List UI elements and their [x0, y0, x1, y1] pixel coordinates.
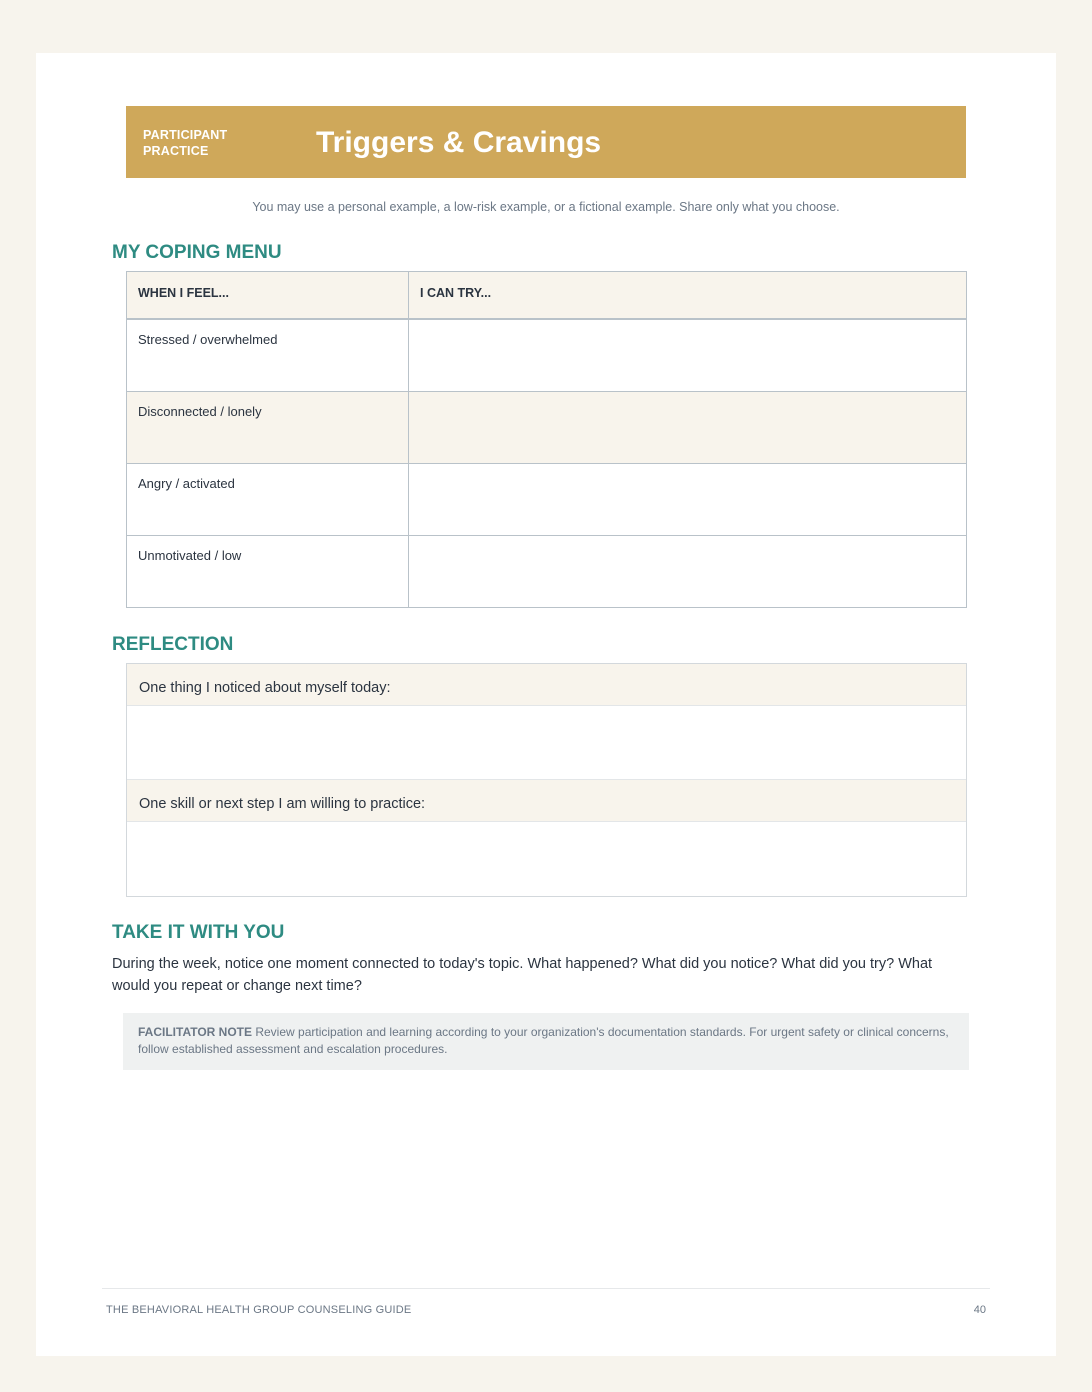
reflection-box — [126, 663, 967, 897]
facilitator-note-label: FACILITATOR NOTE — [138, 1025, 252, 1039]
coping-answer-field[interactable] — [409, 392, 966, 463]
reflection-prompt: One thing I noticed about myself today: — [127, 664, 966, 706]
reflection-answer-field[interactable] — [127, 706, 966, 780]
worksheet-page — [36, 53, 1056, 1356]
reflection-answer-field[interactable] — [127, 822, 966, 896]
coping-menu-table — [126, 271, 967, 608]
footer-title: THE BEHAVIORAL HEALTH GROUP COUNSELING GUIDE — [106, 1304, 412, 1316]
page-title: Triggers & Cravings — [316, 126, 602, 159]
coping-answer-field[interactable] — [409, 536, 966, 607]
table-header-row — [127, 272, 966, 319]
feeling-cell: Stressed / overwhelmed — [127, 320, 409, 391]
take-it-body: During the week, notice one moment connected to today's topic. What happened? What did you notice? What did you try? What would you repeat or change next time? — [112, 956, 933, 994]
take-it-heading: TAKE IT WITH YOU — [112, 922, 285, 943]
facilitator-note — [123, 1013, 969, 1070]
header-kicker: PARTICIPANT PRACTICE — [143, 128, 228, 158]
reflection-prompt: One skill or next step I am willing to practice: — [127, 780, 966, 822]
table-row — [127, 535, 966, 607]
column-header-i-can-try: I CAN TRY... — [420, 286, 492, 300]
column-header-when-i-feel: WHEN I FEEL... — [127, 272, 409, 318]
coping-answer-field[interactable] — [409, 320, 966, 391]
footer-divider — [102, 1288, 990, 1289]
table-row — [127, 463, 966, 535]
table-row — [127, 319, 966, 391]
page-number: 40 — [973, 1304, 986, 1316]
reflection-heading: REFLECTION — [112, 634, 234, 655]
coping-menu-heading: MY COPING MENU — [112, 242, 282, 263]
feeling-cell: Angry / activated — [127, 464, 409, 535]
table-row — [127, 391, 966, 463]
header-banner — [126, 106, 966, 178]
feeling-cell: Unmotivated / low — [127, 536, 409, 607]
coping-answer-field[interactable] — [409, 464, 966, 535]
facilitator-note-text: Review participation and learning according to your organization's documentation standards. For urgent safety or clinical concerns, follow established assessment and escalation procedures. — [138, 1025, 949, 1056]
intro-text: You may use a personal example, a low-risk example, or a fictional example. Share only what you choose. — [252, 200, 840, 214]
feeling-cell: Disconnected / lonely — [127, 392, 409, 463]
